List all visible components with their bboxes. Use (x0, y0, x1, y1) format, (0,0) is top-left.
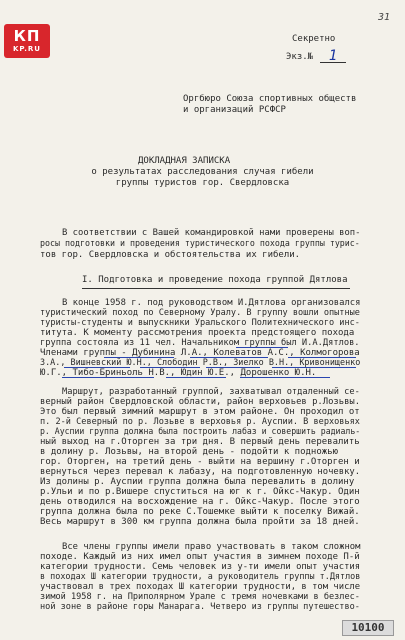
paragraph-line: р. Ауспии группа должна была построить лабаз и совершить радиаль- (40, 427, 361, 437)
intro-line: В соответствии с Вашей командировкой нами проверены воп- (62, 228, 361, 238)
copy-label: Экз.№ (286, 52, 314, 62)
document-subtitle-1: о результатах расследования случая гибели (91, 167, 314, 177)
addressee-line-1: Оргбюро Союза спортивных обществ (183, 94, 357, 104)
paragraph-line: титута. К моменту рассмотрения проекта предстоящего похода (40, 328, 355, 338)
paragraph-line: ной зоне в районе горы Манарага. Четверо из группы путешество- (40, 602, 360, 612)
section-heading-underline (82, 288, 350, 289)
archive-stamp: 10100 (342, 620, 394, 636)
paragraph-line: вернуться через перевал к лабазу, на подготовленную ночевку. (40, 467, 361, 477)
addressee-line-2: и организаций РСФСР (183, 105, 286, 115)
paragraph-line: п. 2-й Северный по р. Лозьве в верховья р. Ауспии. В верховьях (40, 417, 360, 427)
pen-underline (104, 357, 174, 358)
paragraph-line: Из долины р. Ауспии группа должна была перевалить в долину (40, 477, 355, 487)
document-subtitle-2: группы туристов гор. Свердловска (115, 178, 290, 188)
pen-underline (190, 357, 268, 358)
paragraph-line: Все члены группы имели право участвовать в таком сложном (62, 542, 361, 552)
paragraph-line: гор. Оторген, на третий день - выйти на вершину г.Оторген и (40, 457, 360, 467)
paragraph-line: Членами группы - Дубинина Л.А., Колеватов А.С., Колмогорова (40, 348, 360, 358)
pen-underline (288, 357, 356, 358)
paragraph-line: день отводился на восхождение на г. Ойкс-Чакур. После этого (40, 497, 360, 507)
intro-line: росы подготовки и проведения туристического похода группы турис- (40, 239, 360, 249)
paragraph-line: ный выход на г.Оторген за три дня. В первый день перевалить (40, 437, 360, 447)
paragraph-line: туристы-студенты и выпускники Уральского Политехнического инс- (40, 318, 360, 328)
paragraph-line: участвовал в трех походах Ш категории трудности, в том числе (40, 582, 361, 592)
paragraph-line: туристический поход по Северному Уралу. В группу вошли опытные (40, 308, 360, 318)
paragraph-line: верный район Свердловской области, район верховьев р.Лозьвы. (40, 397, 361, 407)
pen-underline (140, 367, 200, 368)
paragraph-line: категории трудности. Семь человек из у-ти имели опыт участия (40, 562, 361, 572)
paragraph-line: в походах Ш категории трудности, а руководитель группы т.Дятлов (40, 572, 361, 582)
handwritten-page-number: 31 (378, 12, 391, 23)
pen-underline (166, 377, 226, 378)
copy-number: 1 (320, 50, 346, 63)
pen-underline (272, 367, 356, 368)
pen-underline (62, 377, 154, 378)
paragraph-line: Это был первый зимний маршрут в этом районе. Он проходил от (40, 407, 360, 417)
paragraph-line: В конце 1958 г. под руководством И.Дятлова организовался (62, 298, 361, 308)
paragraph-line: в долину р. Лозьвы, на второй день - подойти к подножью (40, 447, 339, 457)
pen-underline (64, 367, 130, 368)
logo-text: КП (13, 27, 41, 45)
paragraph-line: зимой 1958 г. на Приполярном Урале с тремя ночевками в безлес- (40, 592, 360, 602)
paragraph-line: походе. Каждый из них имел опыт участия в зимнем походе П-й (40, 552, 360, 562)
paragraph-line: группа должна была по реке С.Тошемке выйти к поселку Вижай. (40, 507, 360, 517)
document-title: ДОКЛАДНАЯ ЗАПИСКА (138, 156, 231, 166)
paragraph-line: З.А., Вишневский Ю.Н., Слободин Р.В., Зиелко В.Н., Кривонищенко (40, 358, 361, 368)
section-heading: I. Подготовка и проведение похода группой Дятлова (82, 275, 348, 285)
kp-logo (4, 24, 50, 58)
paragraph-line: р.Ульи и по р.Вишере спуститься на юг к г. Ойкс-Чакур. Один (40, 487, 360, 497)
pen-underline (206, 367, 260, 368)
logo-subtext: KP.RU (12, 45, 41, 53)
pen-underline (240, 377, 330, 378)
paragraph-line: Ю.Г., Тибо-Бриньоль Н.В., Юдин Ю.Е., Дорошенко Ю.Н. (40, 368, 317, 378)
paragraph-line: группа состояла из 11 чел. Начальником группы был И.А.Дятлов. (40, 338, 360, 348)
paragraph-line: Маршрут, разработанный группой, захватывал отдаленный се- (62, 387, 360, 397)
pen-underline (236, 347, 288, 348)
secret-mark: Секретно (292, 34, 336, 44)
paragraph-line: Весь маршрут в 300 км группа должна была пройти за 18 дней. (40, 517, 360, 527)
intro-line: тов гор. Свердловска и обстоятельства их гибели. (40, 250, 301, 260)
